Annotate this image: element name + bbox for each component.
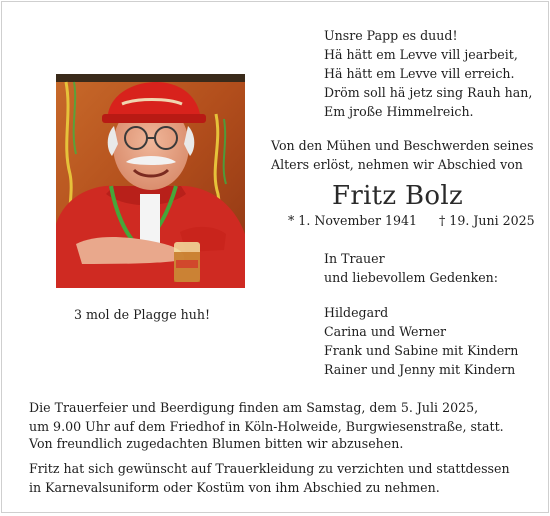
dress-line: in Karnevalsuniform oder Kostüm von ihm Abschied zu nehmen.	[29, 480, 440, 495]
family-member: Frank und Sabine mit Kindern	[324, 343, 519, 358]
portrait-illustration	[56, 74, 245, 288]
portrait-photo	[56, 74, 245, 288]
deceased-name: Fritz Bolz	[332, 181, 463, 211]
poem	[324, 26, 532, 121]
family-member: Carina und Werner	[324, 324, 447, 339]
obituary-card	[1, 1, 549, 513]
mourning-line: In Trauer	[324, 251, 385, 266]
dress-note	[29, 459, 510, 497]
funeral-line: um 9.00 Uhr auf dem Friedhof in Köln-Holweide, Burgwiesenstraße, statt.	[29, 419, 504, 434]
family-member: Rainer und Jenny mit Kindern	[324, 362, 516, 377]
death-date: † 19. Juni 2025	[439, 213, 535, 228]
photo-caption: 3 mol de Plagge huh!	[74, 307, 211, 322]
dress-line: Fritz hat sich gewünscht auf Trauerkleidung zu verzichten und stattdessen	[29, 461, 510, 476]
birth-date: * 1. November 1941	[288, 213, 418, 228]
mourning-line: und liebevollem Gedenken:	[324, 270, 499, 285]
poem-line: Dröm soll hä jetz sing Rauh han,	[324, 85, 533, 100]
intro-text	[271, 136, 533, 174]
intro-line: Alters erlöst, nehmen wir Abschied von	[271, 157, 523, 172]
flowers-note: Von freundlich zugedachten Blumen bitten wir abzusehen.	[29, 436, 404, 451]
family-list	[324, 303, 518, 379]
poem-line: Hä hätt em Levve vill erreich.	[324, 66, 515, 81]
intro-line: Von den Mühen und Beschwerden seines	[271, 138, 534, 153]
poem-line: Unsre Papp es duud!	[324, 28, 458, 43]
poem-line: Hä hätt em Levve vill jearbeit,	[324, 47, 518, 62]
funeral-info	[29, 398, 504, 436]
mourning-text	[324, 249, 498, 287]
funeral-line: Die Trauerfeier und Beerdigung finden am Samstag, dem 5. Juli 2025,	[29, 400, 479, 415]
poem-line: Em jroße Himmelreich.	[324, 104, 474, 119]
family-member: Hildegard	[324, 305, 389, 320]
